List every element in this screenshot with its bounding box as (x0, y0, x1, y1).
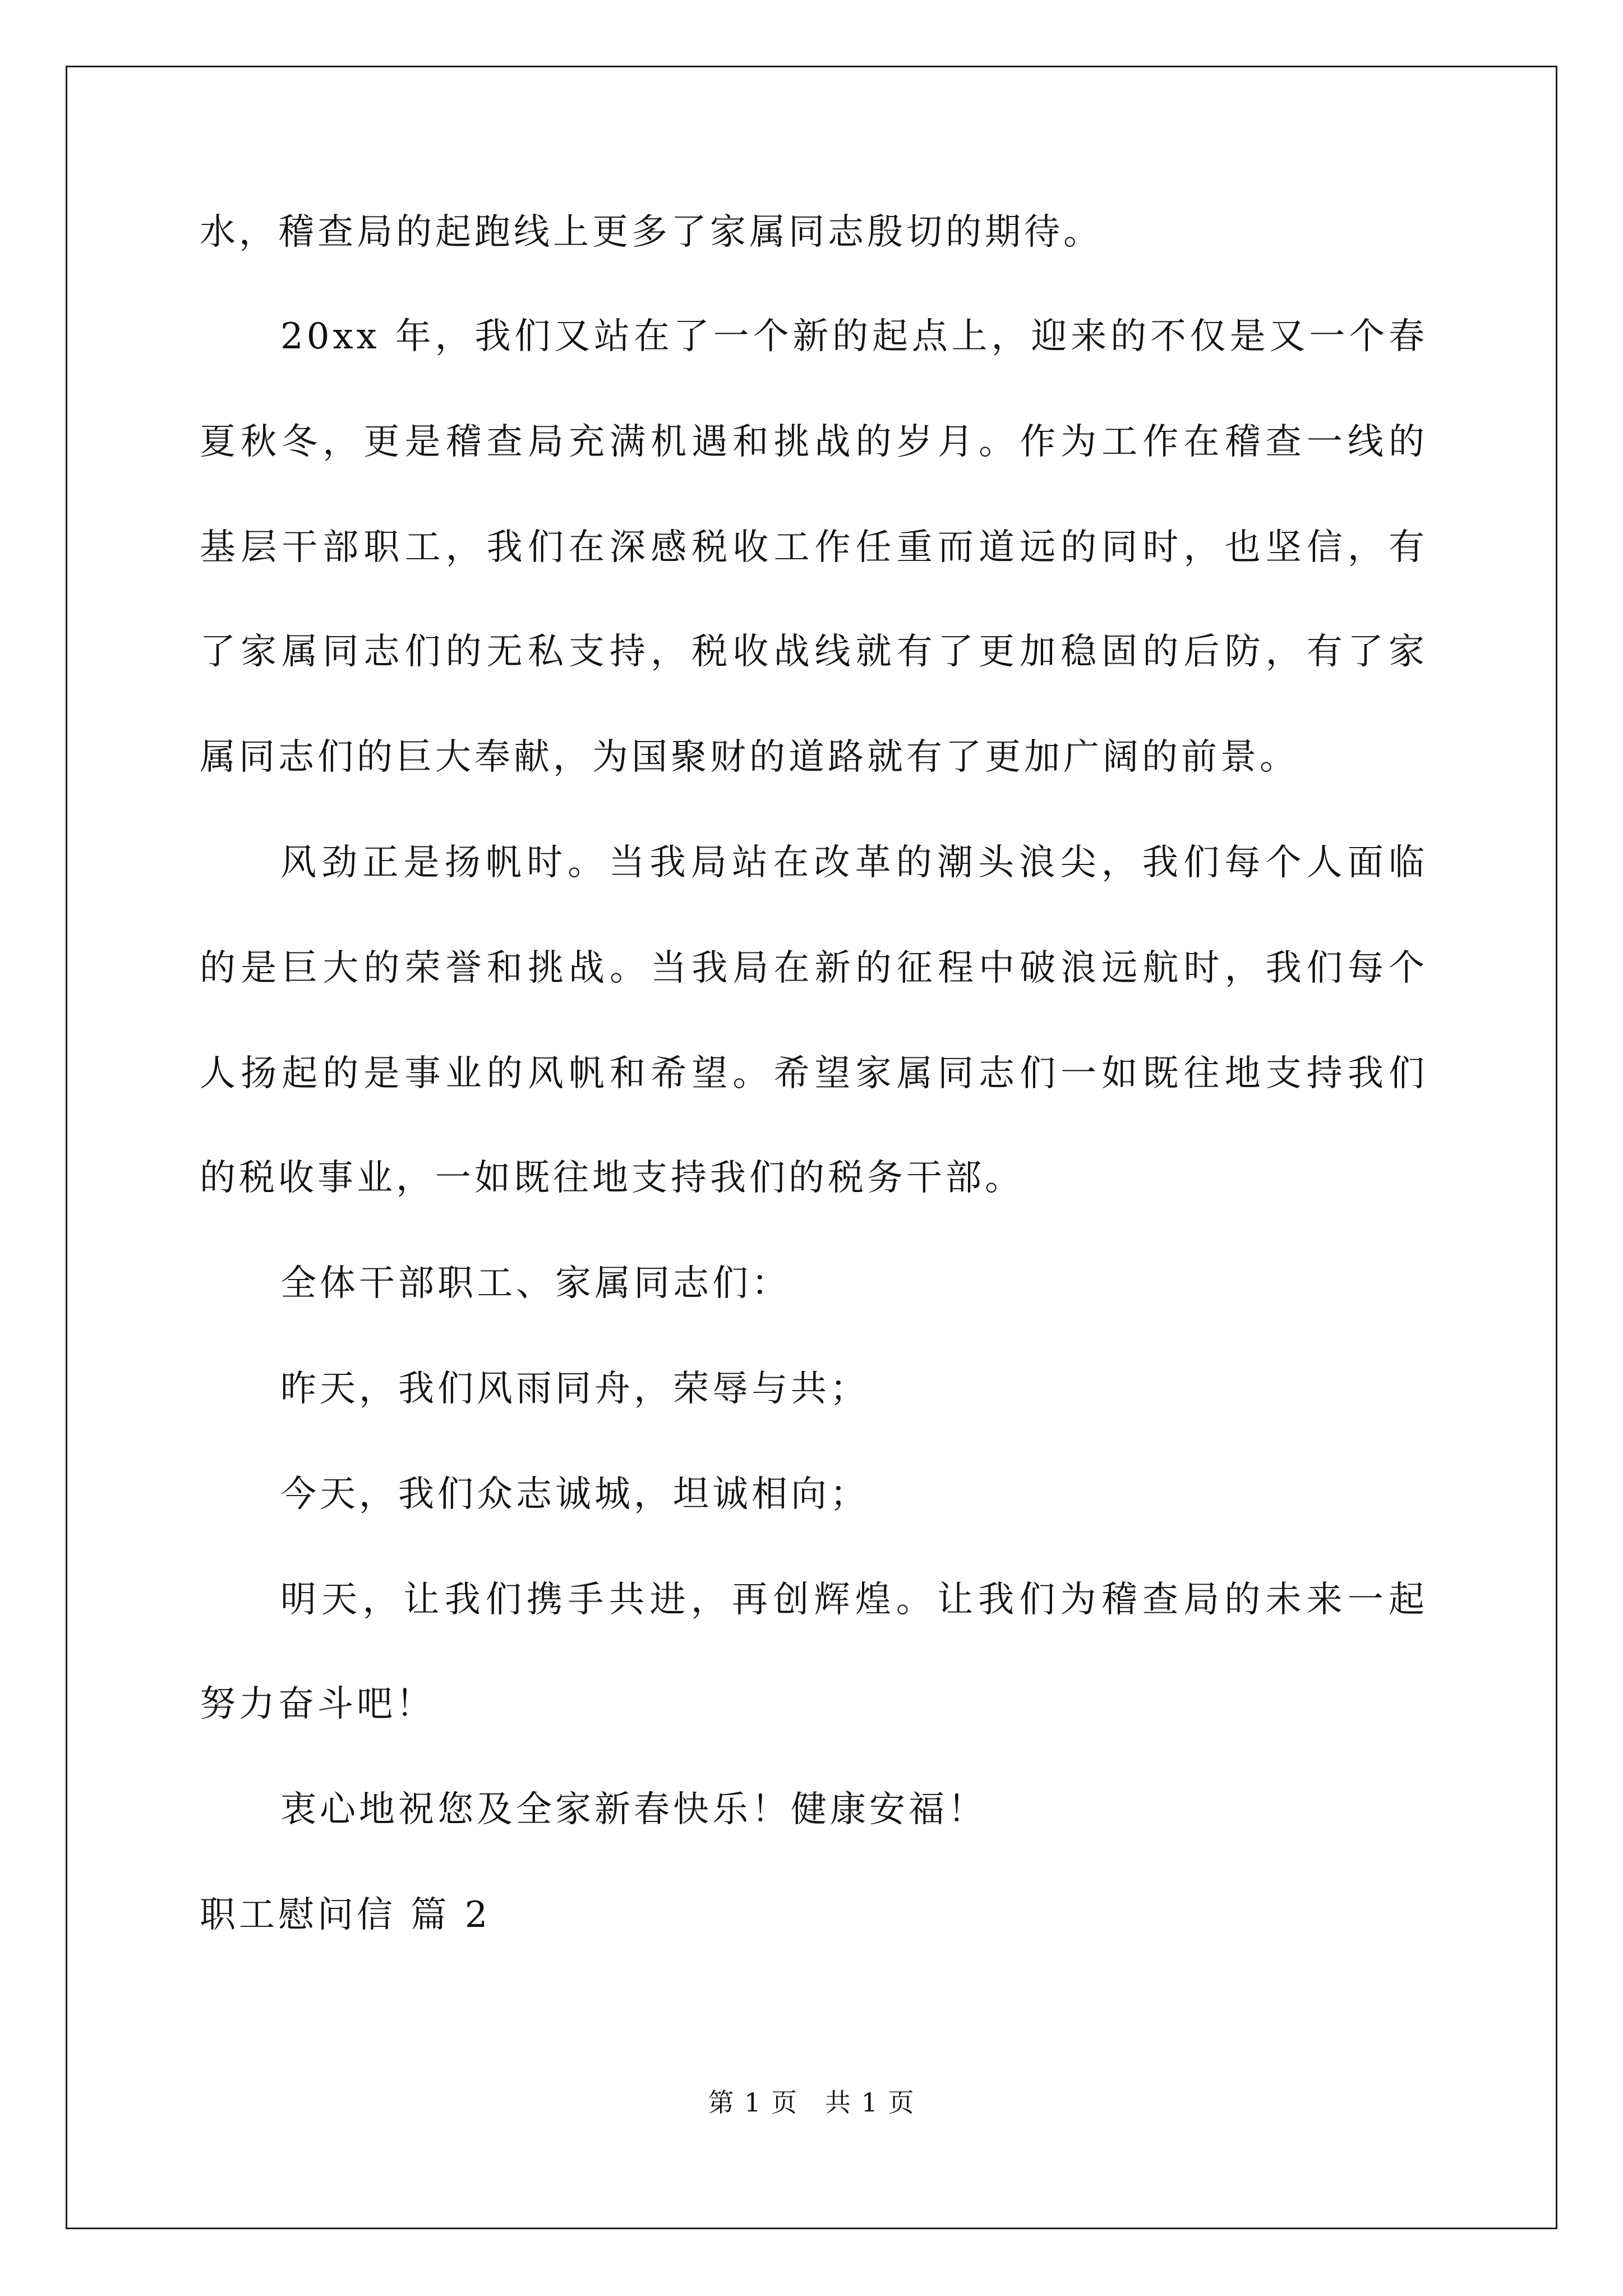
paragraph-line: 基层干部职工，我们在深感税收工作任重而道远的同时，也坚信，有 (200, 527, 1428, 568)
paragraph-line: 风劲正是扬帆时。当我局站在改革的潮头浪尖，我们每个人面临 (280, 842, 1428, 884)
paragraph-line: 的是巨大的荣誉和挑战。当我局在新的征程中破浪远航时，我们每个 (200, 947, 1428, 989)
paragraph-line: 衷心地祝您及全家新春快乐！健康安福！ (280, 1789, 987, 1830)
section-heading: 职工慰问信 篇 2 (200, 1894, 491, 1936)
paragraph-line: 昨天，我们风雨同舟，荣辱与共； (280, 1368, 869, 1410)
paragraph-line: 20xx 年，我们又站在了一个新的起点上，迎来的不仅是又一个春 (280, 316, 1428, 357)
paragraph-line: 努力奋斗吧！ (200, 1683, 435, 1725)
paragraph-line: 人扬起的是事业的风帆和希望。希望家属同志们一如既往地支持我们 (200, 1053, 1428, 1094)
paragraph-line: 水，稽查局的起跑线上更多了家属同志殷切的期待。 (200, 211, 1103, 253)
paragraph-line: 今天，我们众志诚城，坦诚相向； (280, 1474, 869, 1515)
paragraph-line: 了家属同志们的无私支持，税收战线就有了更加稳固的后防，有了家 (200, 631, 1428, 673)
paragraph-line: 属同志们的巨大奉献，为国聚财的道路就有了更加广阔的前景。 (200, 737, 1299, 778)
page-footer: 第 1 页 共 1 页 (708, 2087, 915, 2118)
paragraph-line: 夏秋冬，更是稽查局充满机遇和挑战的岁月。作为工作在稽查一线的 (200, 421, 1428, 463)
paragraph-line: 全体干部职工、家属同志们： (280, 1263, 791, 1304)
paragraph-line: 明天，让我们携手共进，再创辉煌。让我们为稽查局的未来一起 (280, 1579, 1428, 1621)
paragraph-line: 的税收事业，一如既往地支持我们的税务干部。 (200, 1157, 1024, 1199)
